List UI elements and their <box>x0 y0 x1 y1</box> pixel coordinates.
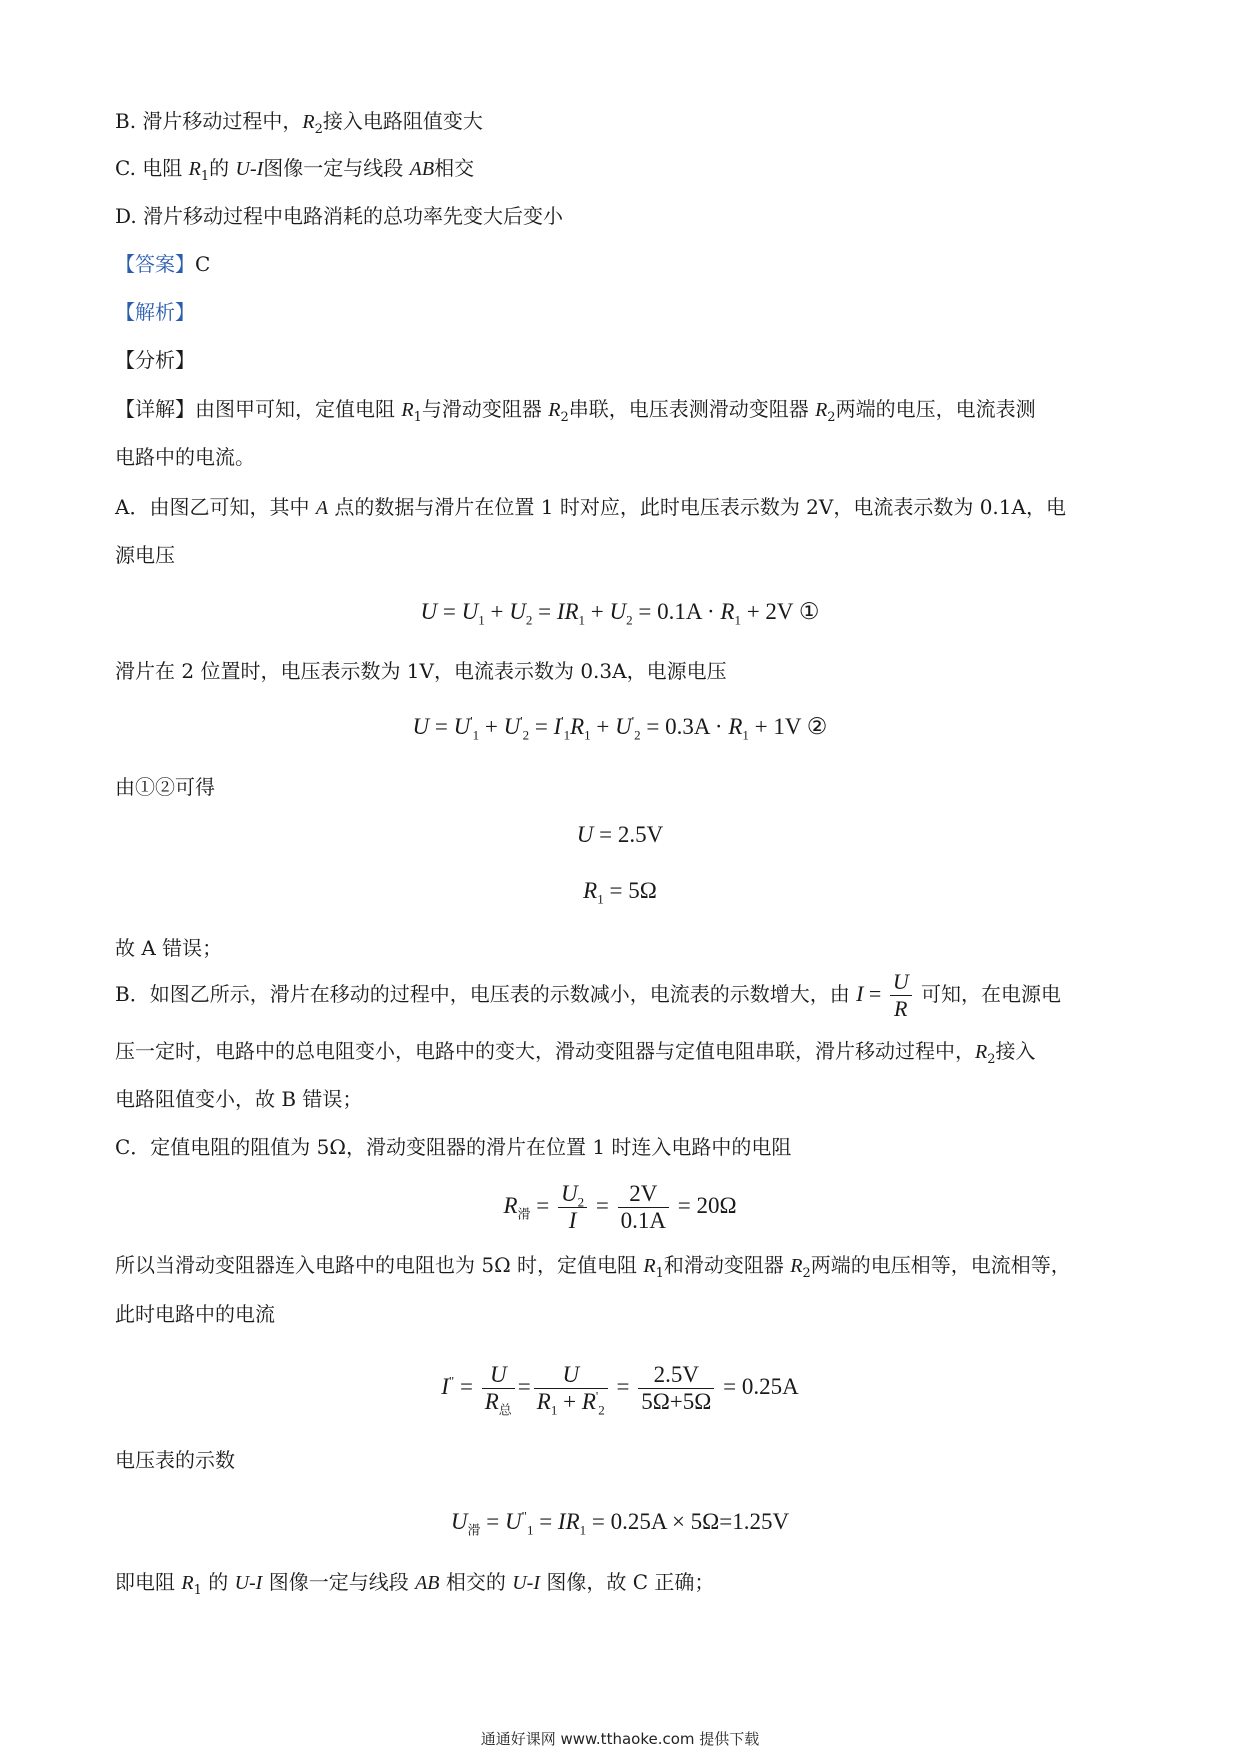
text: 和滑动变阻器 <box>663 1253 791 1277</box>
equation-a4: $R_1 = 5\Omega$ <box>583 878 657 907</box>
symbol-r: R <box>548 399 561 421</box>
symbol-a: A <box>315 497 329 519</box>
detail-line-1 <box>115 395 1036 424</box>
equation-c2: I" = $\frac{U}{R_总}$ = $\frac{U}{R_1 + R'_2}$ = $\frac{2.5V}{5\Omega+5\Omega}$ = 0.25A <box>441 1362 799 1419</box>
text: 相交的 <box>439 1570 513 1594</box>
symbol-r: R <box>401 399 414 421</box>
part-c-line-2 <box>115 1251 1071 1280</box>
subscript: 2 <box>560 410 569 425</box>
symbol-r: R <box>975 1041 988 1063</box>
part-a-line-3: 滑片在 2 位置时，电压表示数为 1V，电流表示数为 0.3A，电源电压 <box>115 659 727 683</box>
option-c <box>115 154 474 183</box>
symbol-r: R <box>188 158 201 180</box>
part-a-line-2: 源电压 <box>115 543 175 567</box>
text: 可知，在电源电 <box>914 982 1062 1006</box>
text: 图像一定与线段 <box>262 1570 416 1594</box>
detail-line-2: 电路中的电流。 <box>115 445 255 469</box>
fenxi-label: 【分析】 <box>115 348 195 372</box>
equation-c3: $U_滑 = U^"_1 = IR_1 = 0.25A \times 5\Omega=1.25V$ <box>450 1508 790 1539</box>
text: 由图甲可知，定值电阻 <box>195 397 402 421</box>
symbol-r: R <box>643 1255 656 1277</box>
detail-label: 【详解】 <box>115 397 195 421</box>
part-b-line-2 <box>115 1037 1036 1066</box>
fraction-u-over-r: $\frac{U}{R}$ <box>890 969 912 1022</box>
text: 串联，电压表测滑动变阻器 <box>568 397 816 421</box>
equation-a1: $U = U_1 + U_2 = IR_1 + U_2 = 0.1A \cdot R_1 + 2V$ ① <box>420 599 820 628</box>
text: 的 <box>209 156 236 180</box>
part-a-line-1 <box>115 493 1066 522</box>
equation-c1: $R_滑$ = $\frac{U_2}{I}$ = $\frac{2V}{0.1A}$ = 20Ω <box>503 1181 737 1234</box>
subscript: 2 <box>314 122 323 137</box>
part-c-line-3: 此时电路中的电流 <box>115 1302 275 1326</box>
text: 图像一定与线段 <box>263 156 410 180</box>
part-b-line-1 <box>115 968 1061 1022</box>
subscript: 1 <box>193 1583 202 1598</box>
text: 与滑动变阻器 <box>421 397 549 421</box>
subscript: 1 <box>413 410 422 425</box>
symbol-i: I <box>856 981 864 1006</box>
part-b-line-3: 电路阻值变小，故 B 错误； <box>115 1087 363 1111</box>
symbol-ui: U-I <box>234 1572 263 1594</box>
part-c-line-1: C．定值电阻的阻值为 5Ω，滑动变阻器的滑片在位置 1 时连入电路中的电阻 <box>115 1135 792 1159</box>
analysis-label: 【解析】 <box>115 300 195 324</box>
subscript: 2 <box>802 1266 811 1281</box>
subscript: 1 <box>200 169 210 184</box>
symbol-r: R <box>181 1572 194 1594</box>
text: 所以当滑动变阻器连入电路中的电阻也为 5Ω 时，定值电阻 <box>115 1253 644 1277</box>
part-c-line-4: 电压表的示数 <box>115 1448 235 1472</box>
subscript: 1 <box>655 1266 664 1281</box>
answer-label: 【答案】 <box>115 252 195 276</box>
part-c-line-5 <box>115 1568 714 1597</box>
answer-value: C <box>195 252 211 276</box>
text: 接入 <box>995 1039 1036 1063</box>
symbol-r: R <box>302 111 315 133</box>
part-a-line-4: 由①②可得 <box>115 775 215 799</box>
text: 图像，故 C 正确； <box>539 1570 715 1594</box>
option-c-prefix: C. 电阻 <box>115 156 189 180</box>
option-b-suffix: 接入电路阻值变大 <box>322 109 483 133</box>
symbol-ui: U-I <box>235 158 264 180</box>
subscript: 2 <box>987 1052 996 1067</box>
equals: = <box>863 981 887 1006</box>
text: 点的数据与滑片在位置 1 时对应，此时电压表示数为 2V，电流表示数为 0.1A，电 <box>328 495 1066 519</box>
option-b <box>115 107 483 136</box>
equation-a2: $U = U'_1 + U'_2 = I'_1R_1 + U'_2 = 0.3A \cdot R_1 + 1V$ ② <box>412 713 828 743</box>
symbol-r: R <box>790 1255 803 1277</box>
text: 即电阻 <box>115 1570 182 1594</box>
part-a-line-5: 故 A 错误； <box>115 936 223 960</box>
symbol-r: R <box>815 399 828 421</box>
text: 两端的电压相等，电流相等， <box>810 1253 1071 1277</box>
option-b-prefix: B. 滑片移动过程中， <box>115 109 303 133</box>
text: 压一定时，电路中的总电阻变小，电路中的变大，滑动变阻器与定值电阻串联，滑片移动过程中， <box>115 1039 975 1063</box>
text: A．由图乙可知，其中 <box>115 495 316 519</box>
symbol-ab: AB <box>415 1572 440 1594</box>
text: 相交 <box>434 156 475 180</box>
symbol-ui: U-I <box>512 1572 540 1594</box>
text: 的 <box>201 1570 235 1594</box>
answer-line <box>115 250 210 278</box>
equation-a3: U = 2.5V <box>576 822 664 847</box>
option-d: D. 滑片移动过程中电路消耗的总功率先变大后变小 <box>115 204 564 228</box>
symbol-ab: AB <box>409 158 435 180</box>
page-footer: 通通好课网 www.tthaoke.com 提供下载 <box>480 1730 760 1748</box>
text: 两端的电压，电流表测 <box>835 397 1036 421</box>
subscript: 2 <box>827 410 836 425</box>
text: B．如图乙所示，滑片在移动的过程中，电压表的示数减小，电流表的示数增大，由 <box>115 982 857 1006</box>
